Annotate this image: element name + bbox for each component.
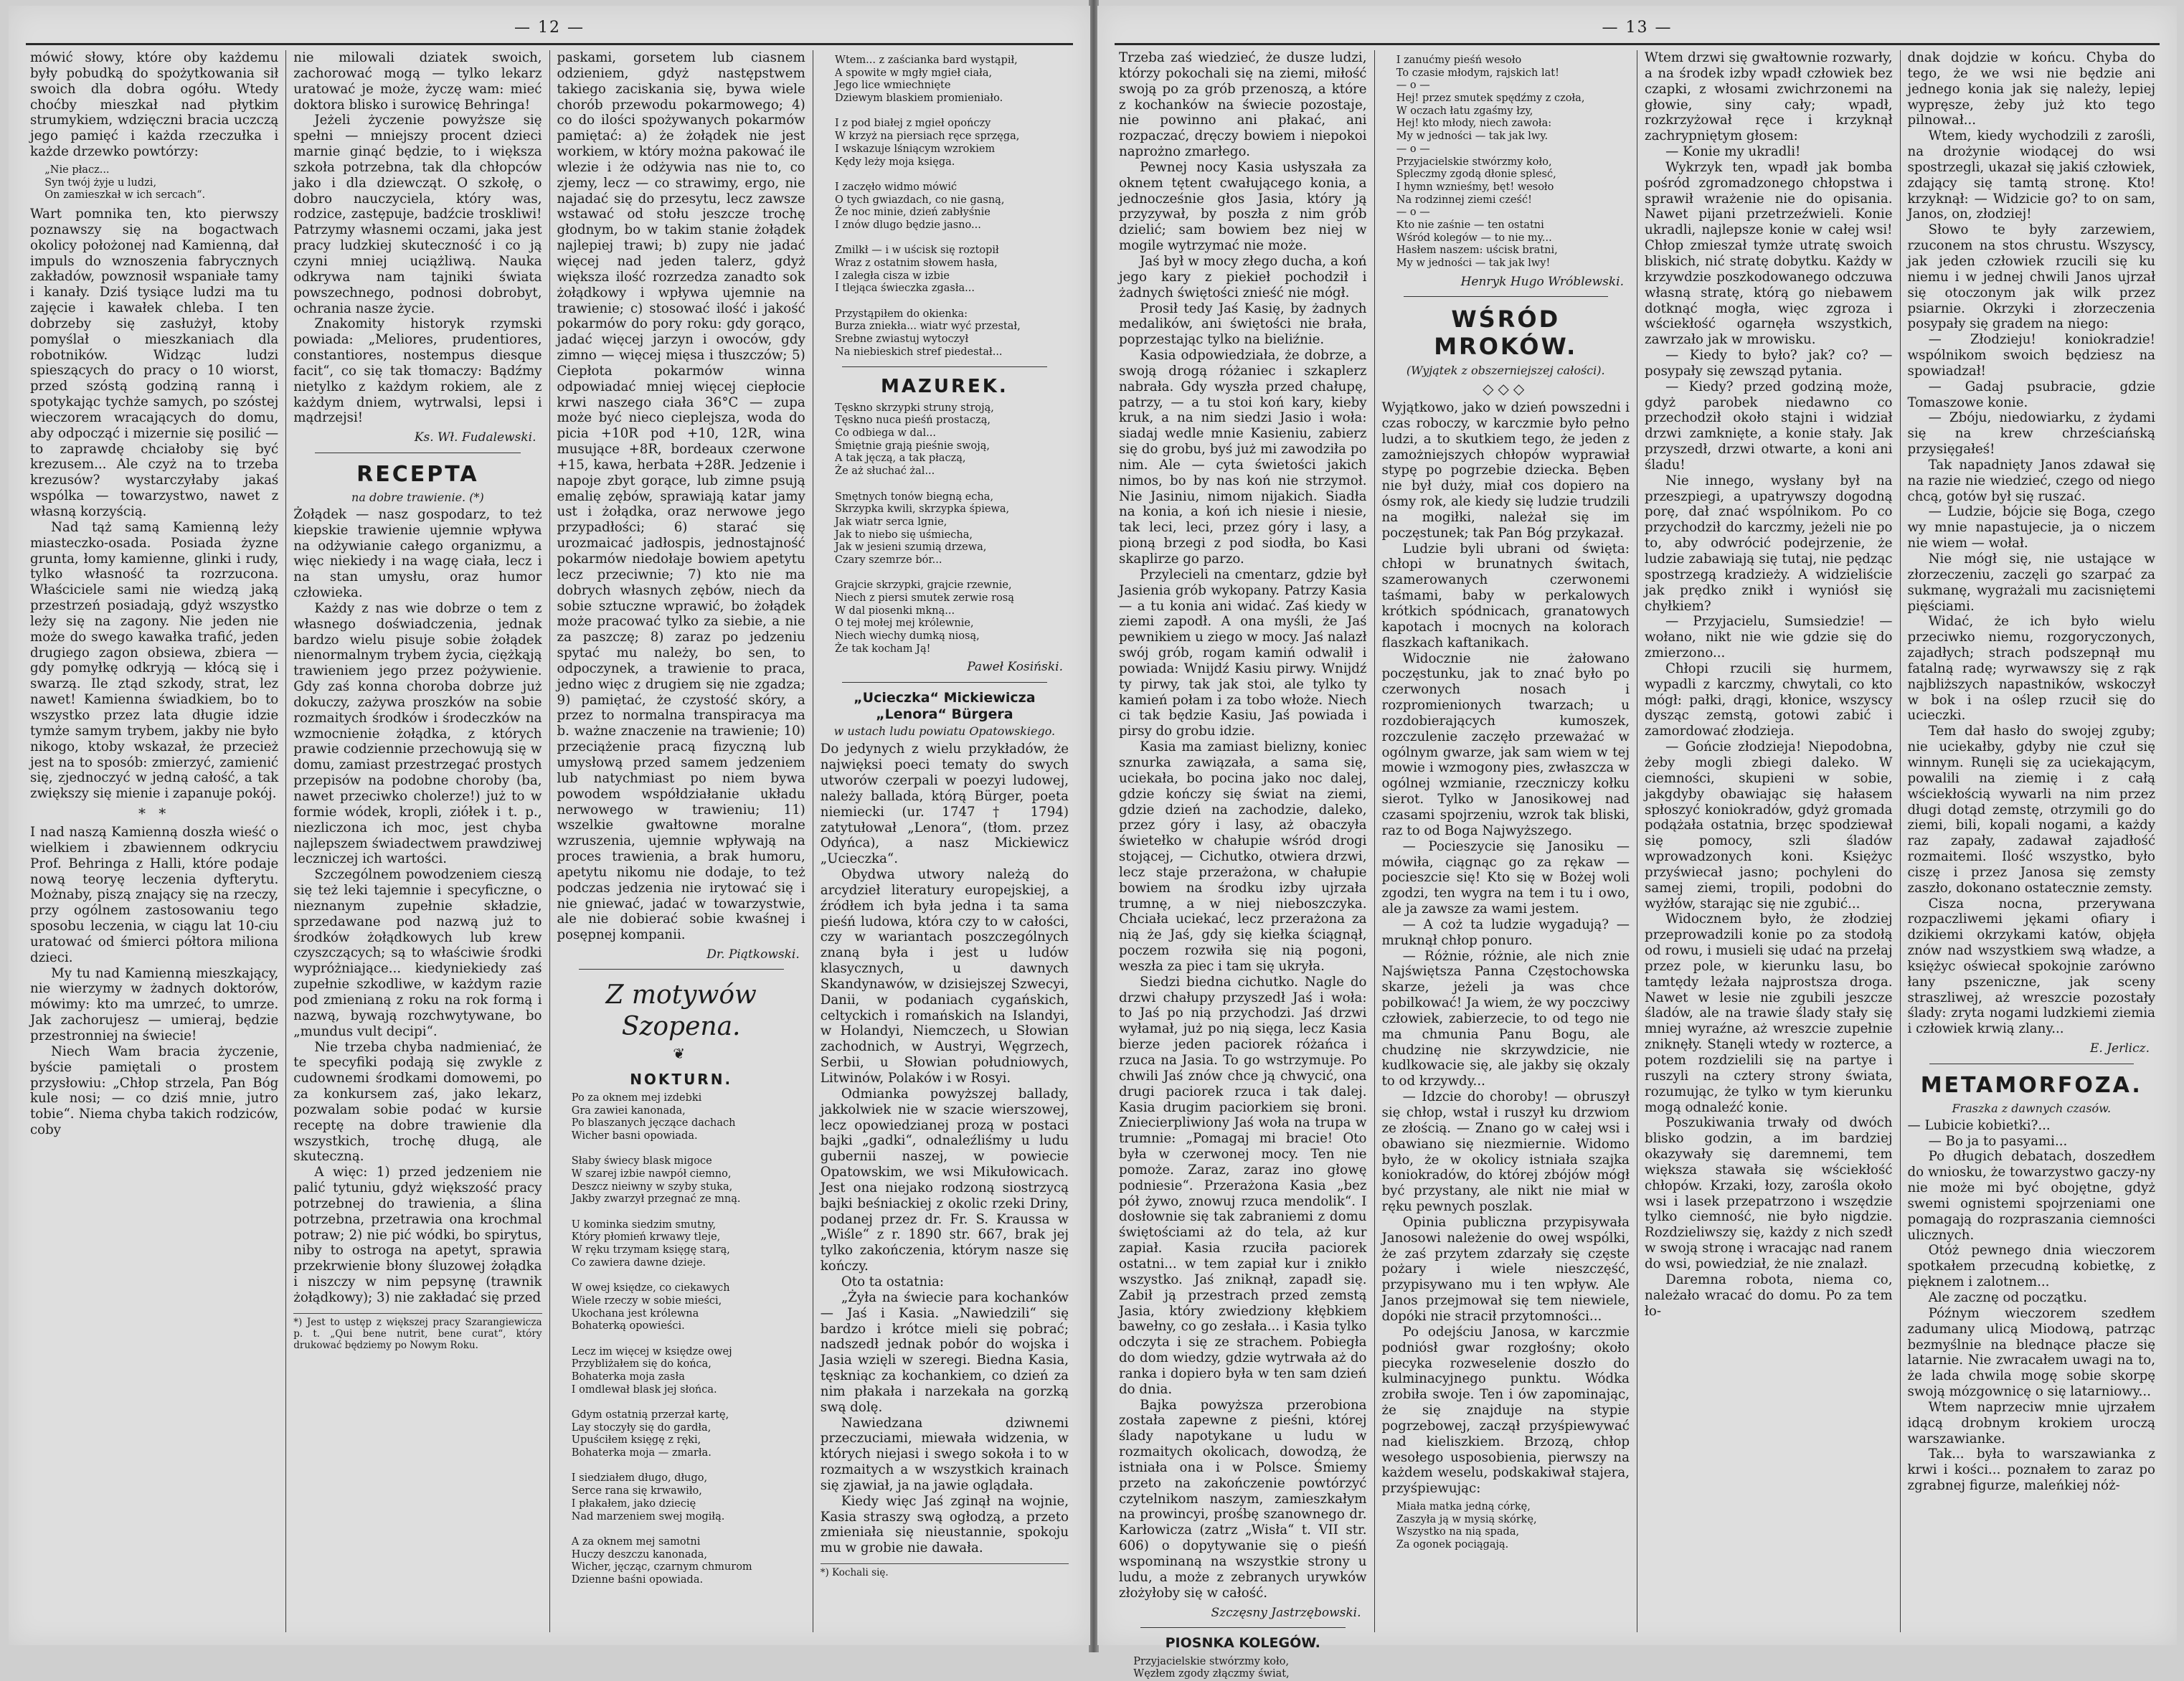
header-rule-left (26, 43, 1073, 45)
paragraph: Jaś był w mocy złego ducha, a koń jego kary z piekieł pochodził i żadnych świętości znieść nie mógł. (1119, 253, 1367, 300)
poem-title: NOKTURN. (630, 1070, 733, 1088)
paragraph: Tak... była to warszawianka z krwi i kości... poznałem to zaraz po zgrabnej figurze, maleńkiej nóż- (1907, 1446, 2155, 1494)
article-subtitle: (Wyjątek z obszerniejszej całości). (1406, 363, 1605, 377)
paragraph: Wart pomnika ten, kto pierwszy poznawszy się na bogactwach okolicy położonej nad Kamienną, dał impuls do wznoszenia fabrycznych zakładów, powznosił wspaniałe tamy i kanały. Dziś tysiące ludzi ma tu zajęcie i kawałek chleba. I ten dobrzeby się zasłużył, ktoby pomyślał o mieszkaniach dla robotników. Widząc ludzi spieszących do pracy o 10 wiorst, przed szóstą godziną ranną i spotykając tychże samych, po szóstej wieczorem wracających do domu, aby odpocząć i mizernie się posilić — to zaprawdę chciałoby się być krezusem... Ale czyż na to trzeba krezusów? wystarczyłaby jakaś wspólka — towarzystwo, nawet z własną korzyścią. (30, 206, 279, 519)
author-signature: Paweł Kosiński. (967, 660, 1063, 675)
poem: Tęskno skrzypki struny stroją, Tęskno nuca pieśń prostaczą, Co odbiega w dal... Śmiętnie grają pieśnie swoją, A tak jęczą, a tak płaczą, Że aż słuchać żal... Smętnych tonów biegną echa, Skrzypka kwili, skrzypka śpiewa, Jak wiatr serca lgnie, Jak to niebo się uśmiecha, Jak w jesieni szumią drzewa, Czary szemrze bór... Grajcie skrzypki, grajcie rzewnie, Niech z piersi smutek zerwie rosą W dal piosenki mkną... O tej mołej mej królewnie, Niech wiechy dumką niosą, Że tak kocham Ją! (835, 402, 1014, 655)
paragraph: mówić słowy, które oby każdemu były pobudką do spożytkowania sił swoich dla dobra ogółu. Wtedy choćby mieszkał nad płytkim strumykiem, wdzięczni bracia uczczą jego pamięć i każda rzeczułka i każde drzewko powtórzy: (30, 50, 279, 160)
paragraph: Słowo te były zarzewiem, rzuconem na stos chrustu. Wszyscy, jak jeden człowiek rzucili się ku niemu i w jednej chwili Janos ujrzał się otoczonym jak wilk przez psiarnie. Okrzyki i złorzeczenia posypały się gradem na niego: (1907, 222, 2155, 332)
paragraph: Daremna robota, niema co, należało wracać do domu. Po za tem ło- (1645, 1272, 1893, 1319)
paragraph: — Zbóju, niedowiarku, z żydami się na krew chrześciańską przysięgałeś! (1907, 410, 2155, 458)
article-subtitle: na dobre trawienie. (*) (351, 490, 484, 504)
article-title: Z motywów Szopena. (605, 980, 757, 1041)
poem: Wtem... z zaścianka bard wystąpił, A spowite w mgły mgieł ciała, Jego lice wmiechnięte Dziewym blaskiem promieniało. I z pod białej z mgieł opończy W krzyż na piersiach ręce sprzęga, I wskazuje lśniącym wzrokiem Kędy leży moja księga. I zaczęło widmo mówić O tych gwiazdach, co nie gasną, Że noc minie, dzień zabłyśnie I znów dlugo będzie jasno... Zmilkł — i w uścisk się roztopił Wraz z ostatnim słowem hasła, I zaległa cisza w izbie I tlejąca świeczka zgasła... Przystąpiłem do okienka: Burza zniekła... wiatr wyć przestał, Srebne zwiastuj wytoczył Na niebieskich stref piedestał... (835, 55, 1021, 358)
paragraph: My tu nad Kamienną mieszkający, nie wierzymy w żadnych doktorów, mówimy: kto ma umrzeć, to umrze. Jak zachorujesz — umieraj, będzie przestronniej na świecie! (30, 965, 279, 1043)
article-subtitle: w ustach ludu powiatu Opatowskiego. (833, 724, 1056, 739)
paragraph: dnak dojdzie w końcu. Chyba do tego, że we wsi nie będzie ani jednego konia jak się należy, lepiej wypręsze, żeby już kto tego pilnował... (1907, 50, 2155, 128)
paragraph: Po długich debatach, doszedłem do wniosku, że towarzystwo gaczy-ny nie może mi być obojętne, gdyż swemi ognistemi spojrzeniami one pomagają do rozpraszania ciemności ulicznych. (1907, 1149, 2155, 1243)
paragraph: Ale zacznę od początku. (1928, 1290, 2087, 1306)
paragraph: Trzeba zaś wiedzieć, że dusze ludzi, którzy pokochali się na ziemi, miłość swoją po za grób przenoszą, a które z kochanków na świecie pozostaje, nie powinno ani płakać, ani rozpaczać, dręczy bowiem i niepokoi naprożno zmarłego. (1119, 50, 1367, 160)
paragraph: — Ludzie, bójcie się Boga, czego wy mnie napastujecie, ja o niczem nie wiem — wołał. (1907, 504, 2155, 551)
left-col-3 (550, 50, 813, 1632)
paragraph: Chłopi rzucili się hurmem, wypadli z karczmy, chwytali, co kto mógł: pałki, drągi, kłonice, wszyscy dysząc zemstą, gotowi zabić i zamordować złodzieja. (1645, 660, 1893, 739)
header-rule-right (1115, 43, 2160, 45)
paragraph: Tem dał hasło do swojej zguby; nie uciekałby, gdyby nie czuł się winnym. Runęli się za uciekającym, powalili na ziemię i z całą wściekłością wywarli na nim przez długi dotąd zemstę, otrzymili go do ziemi, bili, kopali nogami, a każdy raz zapały, zadawał zajadłość rozmaitemi. Ilość wszystko, było ciszę i przez Janosa się zemsty zaszło, dokonano ostatecznie zemsty. (1907, 724, 2155, 896)
paragraph: Odmianka powyższej ballady, jakkolwiek nie w szacie wierszowej, lecz opowiedzianej prozą w postaci bajki „gadki“, odnaleźliśmy u ludu gubernii naszej, w powiecie Opatowskim, we wsi Mikułowicach. Jest ona niejako rodzoną siostrzycą bajki beśniackiej z okolic rzeki Driny, podanej przez dr. Fr. S. Kraussa w „Wiśle“ z r. 1890 str. 667, brak jej tylko zakończenia, którym nasze się kończy. (820, 1086, 1069, 1274)
divider (842, 366, 1047, 367)
paragraph: Po odejściu Janosa, w karczmie podniósł gwar rozgłośny; około piecyka rozweselenie doszło do kulminacyjnego punktu. Wódka zrobiła swoje. Ten i ów zapominając, że się znajduje na stypie pogrzebowej, zaczął przyśpiewywać nad kieliszkiem. Brzozą, chłop wesołego usposobienia, pierwszy na każdem weselu, podskakiwał stajera, przyśpiewując: (1381, 1324, 1630, 1497)
paragraph: Otóż pewnego dnia wieczorem spotkałem przecudną kobietkę, z pięknem i zalotnem... (1907, 1243, 2155, 1290)
paragraph: Nawiedzana dziwnemi przeczuciami, miewała widzenia, w których niejasi i swego sokoła i to w rozmaitych a w wszystkich krainach się zjawiał, ja na jawie oglądała. (820, 1415, 1069, 1493)
paragraph: Szczególnem powodzeniem cieszą się też leki tajemnie i specyficzne, o nieznanym zupełnie składzie, sprzedawane pod nazwą już to środków żołądkowych lub krew czyszczących; są to właściwie środki wypróżniające... kiedyniekiedy zaś zupełnie szkodliwe, w każdym razie pod zmienianą z roku na rok formą i nazwą, bywają rozchwytywane, bo „mundus vult decipi“. (293, 867, 542, 1039)
article-title: METAMORFOZA. (1920, 1072, 2142, 1098)
right-col-3 (1637, 50, 1901, 1632)
paragraph: Wykrzyk ten, wpadł jak bomba pośród zgromadzonego chłopstwa i sprawił wrażenie nie do opisania. Nawet pijani przetrzeźwieli. Konie ukradli, najlepsze konie w całej wsi! Chłop zmieszał tymże utratę swoich bliskich, nić stratę dobytku. Każdy w krzywdzie poszkodowanego odczuwa własną stratę, którą go niebawem dotknąć mogła, więc zgroza i wściekłość ogarnęła wszystkich, zawrzało jak w mrowisku. (1645, 159, 1893, 348)
page-number-right: — 13 — (1602, 19, 1673, 37)
paragraph: — Złodzieju! koniokradzie! wspólnikom swoich będziesz na spowiadzał! (1907, 332, 2155, 379)
paragraph: Oto ta ostatnia: (841, 1274, 944, 1289)
poem-quote: „Nie płacz... Syn twój żyje u ludzi, On zamieszkał w ich sercach“. (44, 164, 206, 202)
paragraph: — Bo ja to pasyami... (1928, 1133, 2068, 1149)
divider (1404, 296, 1609, 297)
paragraph: Opinia publiczna przypisywała Janosowi należenie do owej wspólki, że zaś przytem zdarzały się częste pożary i wiele nieszczęść, przypisywano mu i ten wpływ. Ale Janos przejmował się tem niewiele, dopóki nie stracił przytomności... (1381, 1214, 1630, 1324)
poem: Miała matka jedną córkę, Zaszyła ją w mysią skórkę, Wszystko na nią spada, Za ogonek pociągają. (1396, 1501, 1537, 1551)
paragraph: „Żyła na świecie para kochanków — Jaś i Kasia. „Nawiedzili“ się bardzo i krótce mieli się pobrać; nadszedł jednak pobór do wojska i Jasia wzięli w szeregi. Biedna Kasia, tęskniąc za kochankiem, co dzień za nim płakała i narzekała na gorzką swą dolę. (820, 1289, 1069, 1415)
paragraph: Siedzi biedna cichutko. Nagle do drzwi chałupy przyszedł Jaś i woła: to Jaś po nią przychodzi. Jaś drzwi wyłamał, już po nią sięga, lecz Kasia bierze jeden paciorek różańca i rzuca na Jasia. To go wstrzymuje. Po chwili Jaś znów chce ją chwycić, ona drugi paciorek rzuca i tak dalej. Kasia drugim paciorkiem się broni. Zniecierpliwiony Jaś woła na trupa w trumnie: „Pomagaj mi bracie! Oto była w czerwonej mocy. Ten nie pomoże. Zaraz, zaraz ino głowę podniesie“. Przerażona Kasia „bez pół żywo, znowuj rzuca mendolik“. I dosłownie się tak zabraniemi z domu świętościami aż do tela, aż kur zapiał. Kasia rzuciła paciorek ostatni... w tem zapiał kur i znikło wszystko. Jaś zniknął, zapadł się. Zabił ją przestrach przed zemstą Jasia, który zwiedziony kłębkiem bawełny, co go zesłała... i Kasia tylko odczyta i się ze strachem. Pobiegła do dom wiedzy, gdzie wytrwała aż do ranka i dopiero była w ten sam dzień do dnia. (1119, 974, 1367, 1397)
paragraph: — Przyjacielu, Sumsiedzie! — wołano, nikt nie wie gdzie się do zmierzono... (1645, 614, 1893, 661)
paragraph: — Kiedy to było? jak? co? — posypały się zewsząd pytania. (1645, 348, 1893, 379)
poem-title: MAZUREK. (880, 375, 1008, 397)
paragraph: paskami, gorsetem lub ciasnem odzieniem, gdyż następstwem takiego zaciskania się, bywa wiele chorób przewodu pokarmowego; 4) co do ilości spożywanych pokarmów pamiętać: a) że żołądek nie jest workiem, w który można pakować ile wlezie i że odżywia nas nie to, co zjemy, lecz — co strawimy, ergo, nie najadać się do przesytu, lecz zawsze wstawać od stołu jeszcze trochę głodnym, bo w takim stanie żołądek najlepiej trawi; b) zupy nie jadać więcej nad jeden talerz, gdyż większa ilość rozrzedza zanadto sok żołądkowy i wpływa ujemnie na trawienie; c) stosować ilość i jakość pokarmów do pory roku: gdy gorąco, jadać więcej jarzyn i owoców, gdy zimno — więcej mięsa i tłuszczów; 5) Ciepłota pokarmów winna odpowiadać mniej więcej ciepłocie krwi naszego ciała 36°C — zupa może być nieco cieplejsza, woda do picia +10R pod +10, 12R, wina musujące +8R, bordeaux czerwone +15, kawa, herbata +28R. Jedzenie i napoje zbyt gorące, lub zimne psują emalię zębów, sprawiają katar jamy ust i żołądka, oraz nerwowe jego przypadłości; 6) starać się urozmaicać jadłospis, jednostajność pokarmów niedołaje bowiem apetytu lecz przeciwnie; 7) kto nie ma dobrych własnych zębów, niech da sobie sztuczne wprawić, bo żołądek może pracować tylko za siebie, a nie za paszczę; 8) zaraz po jedzeniu spytać mu należy, bo sen, to odpoczynek, a trawienie to praca, jedno więc z drugiem się nie zgadza; 9) pamiętać, że czystość skóry, a przez to normalna transpiracya ma b. ważne znaczenie na trawienie; 10) przeciążenie pracą fizyczną lub umysłową przed samem jedzeniem lub natychmiast po niem bywa powodem współdziałanie układu nerwowego w trawieniu; 11) wszelkie gwałtowne moralne wzruszenia, ujemnie wpływają na proces trawienia, a brak humoru, apetytu nikomu nie dodaje, to też podczas jedzenia nie irytować się i nie gniewać, jadać w towarzystwie, ale nie dobierać sobie kwaśnej i posępnej kompanii. (557, 50, 805, 943)
paragraph: Kasia ma zamiast bielizny, koniec sznurka zawiązała, a sama się, uciekała, bo pocina jako noc dalej, gdzie kończy się świat na ziemi, gdzie dzień na zachodzie, daleko, przez góry i lasy, aż obaczyła świetełko w chałupie wśród drogi stojącej, — Cichutko, otwiera drzwi, lecz staje przerażona, w chałupie bowiem na środku izby ujrzała trumnę, a w niej nieboszczyka. Chciała uciekać, lecz przerażona za nią że Jaś, gdy się kiełka ściągnął, poczem rozwiła się nią pogoni, weszła za piec i tam się ukryła. (1119, 739, 1367, 974)
poem-title: PIOSNKA KOLEGÓW. (1165, 1634, 1320, 1651)
paragraph: Bajka powyższa przerobiona została zapewne z pieśni, której ślady napotykane u ludu w rozmaitych okolicach, dowodzą, że istniała ona i w Polsce. Śmiemy przeto na zakończenie powtórzyć czytelnikom naszym, zamieszkałym na prowincyi, prośbę szanownego dr. Karłowicza (zatrz „Wisła“ t. VII str. 606) o dopytywanie się o pieśń wspominaną na wszystkie strony u ludu, a może z zebranych urywków złożyłoby się w całość. (1119, 1397, 1367, 1601)
right-columns (1112, 50, 2162, 1680)
paragraph: Cisza nocna, przerywana rozpaczliwemi jękami ofiary i dzikiemi okrzykami katów, objęła znów nad wszystkiem swą władze, a księżyc oświecał spokojnie zarówno łany pszeniczne, jak sceny straszliwej, aż wreszcie pozostały ślady: zryta nogami ludzkiemi ziemia i człowiek krwią zlany... (1907, 896, 2155, 1037)
paragraph: — A coż ta ludzie wygadują? — mruknął chłop ponuro. (1381, 917, 1630, 948)
paragraph: Obydwa utwory należą do arcydzieł literatury europejskiej, a źródłem ich była jedna i ta sama pieśń ludowa, która czy to w całości, czy w wariantach poszczególnych znaną była i jest u ludów klasycznych, u dawnych Skandynawów, w dzisiejszej Szwecyi, Danii, w podaniach cygańskich, celtyckich i romańskich na Islandyi, w Holandyi, Niemczech, u Słowian zachodnich, w Austryi, Węgrzech, Serbii, u Słowian południowych, Litwinów, Polaków i w Rosyi. (820, 867, 1069, 1086)
article-title: „Ucieczka“ Mickiewicza „Lenora“ Bürgera (854, 689, 1036, 722)
paragraph: Kiedy więc Jaś zginął na wojnie, Kasia straszy swą ogłodzą, a przeto zmieniała się nieustannie, spokoju mu w grobie nie dawała. (820, 1493, 1069, 1556)
article-subtitle: Fraszka z dawnych czasów. (1952, 1101, 2112, 1115)
paragraph: Pewnej nocy Kasia usłyszała za oknem tętent cwałującego konia, a jednocześnie głos Jasia, który ją przyzywał, by poszła z nim grób dzielić; sam bowiem bez niej w mogile wytrzymać nie może. (1119, 159, 1367, 254)
author-signature: E. Jerlicz. (2090, 1041, 2150, 1056)
paragraph: Ludzie byli ubrani od święta: chłopi w brunatnych świtach, szamerowanych czerwonemi taśmami, baby w perkalowych krótkich spódnicach, granatowych kapotach i mocnych na kolorach flaszkach kaftanikach. (1381, 541, 1630, 650)
left-page (9, 6, 1090, 1645)
paragraph: Nie innego, wysłany był na przeszpiegi, a upatrywszy dogodną porę, dał znać wspólnikom. Po co przychodził do karczmy, jeżeli nie po to, aby odwrócić podejrzenie, że ludzie zabawiają się tutaj, nie pędząc spostrzegą kradzieży. A widzieliście jak prędko znikł i wyniósł się chyłkiem? (1645, 473, 1893, 614)
right-page (1097, 6, 2177, 1680)
right-col-1 (1112, 50, 1375, 1680)
left-col-2 (286, 50, 549, 1632)
paragraph: — Pocieszycie się Janosiku — mówiła, ciągnąc go za rękaw — pocieszcie się! Kto się w Bożej woli zgodzi, ten wygra na tem i tu i owo, ale ja zawsze za wami jestem. (1381, 838, 1630, 917)
paragraph: Późnym wieczorem szedłem zadumany ulicą Miodową, patrząc bezmyślnie na blednące płacze się latarnie. Nie zwracałem uwagi na to, że lada chwila mogę sobie skorpę swoją mózgownicę o się latarniowy... (1907, 1305, 2155, 1400)
ornament: ❦ (673, 1044, 689, 1062)
paragraph: Widocznie nie żałowano poczęstunku, jak to znać było po czerwonych nosach i rozpromienionych twarzach; u rozdobierających kumoszek, rozczulenie zaczęło przeważać w ogólnym gwarze, jak sam wiem w tej mowie i wzmogony pies, zwłaszcza w ogólnej wzmianie, rzeczniczy kołku sierot. Tylko w Janosikowej nad czasami spojrzeniu, wzrok tak bliski, raz to od Boga Najwyższego. (1381, 650, 1630, 838)
page-number-left: — 12 — (514, 19, 585, 37)
paragraph: — Lubicie kobietki?... (1907, 1117, 2051, 1133)
right-col-2 (1375, 50, 1638, 1632)
poem: I zanućmy pieśń wesoło To czasie młodym, rajskich lat! — o — Hej! przez smutek spędźmy z czoła, W oczach łatu zgaśmy łzy, Hej! kto młody, niech zawoła: My w jedności — tak jak lwy. — o — Przyjacielskie stwórzmy koło, Spleczmy zgodą dłonie splesć, I hymn wznieśmy, bęt! wesoło Na rodzinnej ziemi cześć! — o — Kto nie zaśnie — ten ostatni Wśród kolegów — to nie my... Hasłem naszem: uścisk bratni, My w jedności — tak jak lwy! (1396, 55, 1585, 269)
paragraph: Widocznem było, że złodziej przeprowadzili konie po za stodołą od rowu, i musieli się udać na przełaj przez pole, w kierunku lasu, bo tamtędy leżała najprostsza droga. Nawet w lesie nie zgubili jeszcze śladów, ale na trawie ślady stały się mniej wyraźne, aż wreszcie zupełnie zniknęły. Stanęli wtedy w rozterce, a potem rozdzielili się na partye i ruszyli na cztery strony świata, rozumując, że tylko w tym kierunku mogą odnaleźć konie. (1645, 911, 1893, 1115)
paragraph: — Idzcie do choroby! — obruszył się chłop, wstał i ruszył ku drzwiom ze złością. — Znano go w całej wsi i obawiano się niezmiernie. Widomo było, że w okolicy istniała szajka koniokradów, do której zbójów mógł być przystany, ale nikt nie miał w ręku pewnych poszlak. (1381, 1089, 1630, 1215)
paragraph: Każdy z nas wie dobrze o tem z własnego doświadczenia, jednak bardzo wielu pisuje sobie żołądek nienormalnym trybem życia, ciężkąją trawieniem jego przez pożywienie. Gdy zaś konna choroba dobrze już dokuczy, zażywa proszków na sobie rozmaitych środków i środeczków na wzmocnienie żołądka, z których prawie codziennie przechowują się w domu, zamiast przestrzegać prostych przepisów na podobne choroby (ba, nawet przeciwko cholerze!) już to w formie wódek, kropli, ziółek i t. p., niezliczona ich moc, jest chyba najlepszem świadectwem prawdziwej leczniczej ich wartości. (293, 600, 542, 867)
paragraph: Prosił tedy Jaś Kasię, by żadnych medalików, ani świętości nie brała, poprzestając tylko na bieliźnie. (1119, 300, 1367, 348)
paragraph: Wyjątkowo, jako w dzień powszedni i czas roboczy, w karczmie było pełno ludzi, a to skutkiem tego, że jeden z zamożniejszych chłopów wyprawiał stypę po pogrzebie dziecka. Bęben nie był duży, miał cos dopiero na ósmy rok, ale kiedy się ludzie trudzili na mogiłki, należał się im poczęstunek; tak Pan Bóg przykazał. (1381, 400, 1630, 541)
paragraph: I nad naszą Kamienną doszła wieść o wielkiem i zbawiennem odkryciu Prof. Behringa z Halli, które podaje nową teoryę leczenia dyfterytu. Możnaby, piszą znający się na rzeczy, przy ogólnem zastosowaniu tego sposobu leczenia, w ciągu lat 10-ciu uratować od śmierci półtora miliona dzieci. (30, 825, 279, 965)
poem: Po za oknem mej izdebki Gra zawiei kanonada, Po blaszanych jęczące dachach Wicher basni opowiada. Słaby świecy blask migoce W szarej izbie nawpół ciemno, Deszcz nieiwny w szyby stuka, Jakby zwarzył przegnać ze mną. U kominka siedzim smutny, Który płomień krwawy tleje, W ręku trzymam księgę starą, Co zawiera dawne dzieje. W owej księdze, co ciekawych Wiele rzeczy w sobie mieści, Ukochana jest królewna Bohaterką opowieści. Lecz im więcej w księdze owej Przybliżałem się do końca, Bohaterka moja zasła I omdlewał blask jej słońca. Gdym ostatnią przerzał kartę, Lay stoczyły się do gardła, Upuściłem księgę z ręki, Bohaterka moja — zmarła. I siedziałem długo, długo, Serce rana się krwawiło, I płakałem, jako dziecię Nad marzeniem swej mogiłą. A za oknem mej samotni Huczy deszczu kanonada, Wicher, jęcząc, czarnym chmurom Dzienne baśni opowiada. (571, 1092, 752, 1586)
article-title: WŚRÓD MROKÓW. (1434, 306, 1578, 361)
paragraph: Nad tąż samą Kamienną leży miasteczko-osada. Posiada żyzne grunta, łomy kamienne, glinki i rudy, tylko własność ta rozrzucona. Właściciele sami nie wiedzą jaką przestrzeń posiadają, gdyż wszystko leży się na zagony. Nie jeden nie może do swego kawałka trafić, jeden drugiego zagon obsiewa, zbiera — gdy pomyłkę odkryją — kłócą się i swarzą. Ile ztąd szkody, strat, lez nawet! Kamienna świadkiem, bo to wszystko przez lata długie idzie tymże samym trybem, jakby nie było nikogo, ktoby wskazał, że przecież jest na to sposób: zmierzyć, zamienić się, zjednoczyć w jedną całość, a tak zwiększy się mienie i zapanuje pokój. (30, 519, 279, 802)
paragraph: A więc: 1) przed jedzeniem nie palić tytuniu, gdyż większość pracy potrzebnej do trawienia, a ślina potrzebna, przetrawia ona krochmal potraw; 2) nie pić wódki, bo spirytus, niby to ostroga na apetyt, sprawia przekrwienie błony śluzowej żołądka i niszczy w nim pepsynę (trawnik żołądkowy); 3) nie zakładać się przed (293, 1165, 542, 1306)
paragraph: Do jedynych z wielu przykładów, że najwięksi poeci tematy do swych utworów czerpali w poezyi ludowej, należy ballada, którą Bürger, poeta niemiecki (ur. 1747 † 1794) zatytułował „Lenora“, (tłom. przez Odyńca), a nasz Mickiewicz „Ucieczka“. (820, 742, 1069, 867)
divider (579, 969, 784, 970)
footnote: *) Jest to ustęp z większej pracy Szarangiewicza p. t. „Qui bene nutrit, bene curat“, który drukować będziemy po Nowym Roku. (293, 1313, 542, 1352)
paragraph: Widać, że ich było wielu przeciwko niemu, rozgoryczonych, zajadłych; strach podszepnął mu fatalną radę; wyrwawszy się z rąk najbliższych napastników, wskoczył w bok i na oślep rzucił się do ucieczki. (1907, 614, 2155, 724)
paragraph: Przylecieli na cmentarz, gdzie był Jasienia grób wykopany. Patrzy Kasia — a tu konia ani widać. Zaś kiedy w ziemi zapodł. A ona myśli, że Jaś pewnikiem u ziego w mocy. Jaś nalazł swój grób, rogam kamiń odwalił i powiada: Wnijdź Kasiu pirwy. Wnijdź ty pirwy, tak jak stoi, ale tylko ty kamień połam i za tobo włoże. Niech ci tak będzie Kasiu, Jaś powiada i pirsy do grobu idzie. (1119, 567, 1367, 739)
footnote: *) Kochali się. (821, 1563, 1069, 1578)
divider (842, 682, 1047, 683)
right-col-4 (1901, 50, 2163, 1632)
paragraph: nie milowali dziatek swoich, zachorować mogą — tylko lekarz uratować je może, życzę wam: mieć doktora blisko i surowicę Behringa! (293, 50, 542, 113)
author-signature: Henryk Hugo Wróblewski. (1460, 274, 1624, 289)
paragraph: Poszukiwania trwały od dwóch blisko godzin, a im bardziej okazywały się daremnemi, tem większa stawała się wściekłość chłopów. Krzaki, łozy, zarośla około wsi i lasek przepatrzono i wszędzie tylko ciemność, nie było nigdzie. Rozdzieliwszy się, każdy z nich szedł w swoją stronę i wracając nad ranem do wsi, powiedział, że nie znalazł. (1645, 1115, 1893, 1272)
left-col-4 (813, 50, 1076, 1632)
ornament: ◇◇◇ (1483, 380, 1529, 398)
section-stars: * * (138, 805, 171, 823)
paragraph: Żołądek — nasz gospodarz, to też kiepskie trawienie ujemnie wpływa na odżywianie całego organizmu, a więc niekiedy i na wagę ciała, lecz i na stan umysłu, oraz humor człowieka. (293, 506, 542, 601)
paragraph: Wtem drzwi się gwałtownie rozwarły, a na środek izby wpadł człowiek bez czapki, z włosami zwichrzonemi na głowie, siny cały; wpadł, rozkrzyżował ręce i krzyknął zachrypniętym głosem: (1645, 50, 1893, 144)
paragraph: — Gońcie złodzieja! Niepodobna, żeby mogli zbiegi daleko. W ciemności, skupieni w sobie, jakgdyby obawiając się hałasem spłoszyć koniokradów, gdyż gromada podążała ostatnia, brzęc spodziewał się pomocy, szli śladów wprowadzonych koni. Księżyc przyświecał jasno; pochyleni do samej ziemi, tropili, podobni do wyżłów, starając się nie zgubić... (1645, 739, 1893, 911)
paragraph: Nie trzeba chyba nadmieniać, że te specyfiki podają się zwykle z cudownemi środkami domowemi, po za konkursem zaś, jako lekarz, pozwalam sobie podać w kursie receptę na dobre trawienie dla wszystkich, trochę długą, ale skuteczną. (293, 1039, 542, 1165)
paragraph: — Konie my ukradli! (1665, 144, 1801, 160)
author-signature: Dr. Piątkowski. (706, 947, 800, 962)
divider (1140, 1627, 1346, 1628)
paragraph: Jeżeli życzenie powyższe się spełni — mniejszy procent dzieci marnie ginąć będzie, to i większa szkoła potrzebna, tak dla chłopców jako i dla dziewcząt. O szkołę, o dobro nauczyciela, który was, rodzice, zastępuje, badźcie troskliwi! Patrzymy własnemi oczami, jaka jest pracy ludzkiej skuteczność i co ją czyni mniej uciążliwą. Nauka odkrywa nam tajniki świata powszechnego, podnosi dobrobyt, ochrania nasze życie. (293, 113, 542, 316)
author-signature: Ks. Wł. Fudalewski. (414, 430, 536, 445)
paragraph: Tak napadnięty Janos zdawał się na razie nie wiedzieć, czego od niego chcą, gotów był się ruszać. (1907, 457, 2155, 504)
paragraph: Wtem naprzeciw mnie ujrzałem idącą drobnym krokiem uroczą warszawianke. (1907, 1399, 2155, 1446)
article-title: RECEPTA (356, 461, 479, 487)
left-col-1 (23, 50, 286, 1632)
author-signature: Szczęsny Jastrzębowski. (1211, 1605, 1361, 1620)
paragraph: Niech Wam bracia życzenie, byście pamiętali o prostem przysłowiu: „Chłop strzela, Pan Bóg kule nosi; — co dziś mnie, jutro tobie“. Niema chyba takich rodziców, coby (30, 1043, 279, 1138)
paragraph: Kasia odpowiedziała, że dobrze, a swoją drogą różaniec i szkaplerz nabrała. Gdy wyszła przed chałupę, patrzy, — a tu stoi koń kary, kieby kruk, a na nim siedzi Jasio i woła: siadaj wedle mnie Kasieniu, zabierz się do grobu, byś już mi zawodziła po nim. Ale — cyta świetości jakich nimos, bo by nas koń nie strzymoł. Nie Jasiniu, nimom nijakich. Siadła na konia, a koń ich niesie i niesie, tak leci, leci, przez góry i lasy, a pioną brzegi z pod siodła, bo Kasi skaplirze go parzo. (1119, 348, 1367, 567)
paragraph: Znakomity historyk rzymski powiada: „Meliores, prudentiores, constantiores, nostempus diesque facit“, co się tak tłomaczy: Bądźmy nietylko z każdym rokiem, ale z każdym dniem, wytrwalsi, lepsi i mądrzejsi! (293, 316, 542, 426)
paragraph: Wtem, kiedy wychodzili z zarośli, na drożynie wiodącej do wsi spostrzegli, ukazał się jakiś człowiek, zdający się tamtą stronę. Kto! krzyknął: — Widzicie go? to on sam, Janos, on, złodziej! (1907, 128, 2155, 222)
paragraph: — Kiedy? przed godziną może, gdyż parobek niedawno co przechodził około stajni i widział drzwi zamknięte, a konie stały. Jak przyszedł, drzwi otwarte, a koni ani śladu! (1645, 379, 1893, 473)
paragraph: — Różnie, różnie, ale nich znie Najświętsza Panna Częstochowska skarze, jeżeli ja was chce pobilkować! Ja wiem, że wy poczciwy człowiek, zabierzecie, to od tego nie ma chmunia Panu Bogu, ale chudzinę nie skrzywdzicie, nie kudlkowacie się, ale jakby się okzaly to od krzywdy... (1381, 948, 1630, 1089)
paragraph: Nie mógł się, nie ustające w złorzeczeniu, zaczęli go szarpać za sukmanę, wygrażali mu zacisniętemi pięściami. (1907, 551, 2155, 614)
paragraph: — Gadaj psubracie, gdzie Tomaszowe konie. (1907, 379, 2155, 410)
left-columns (23, 50, 1076, 1632)
poem: Przyjacielskie stwórzmy koło, Węzłem zgody złączmy świat, (1133, 1655, 1290, 1680)
